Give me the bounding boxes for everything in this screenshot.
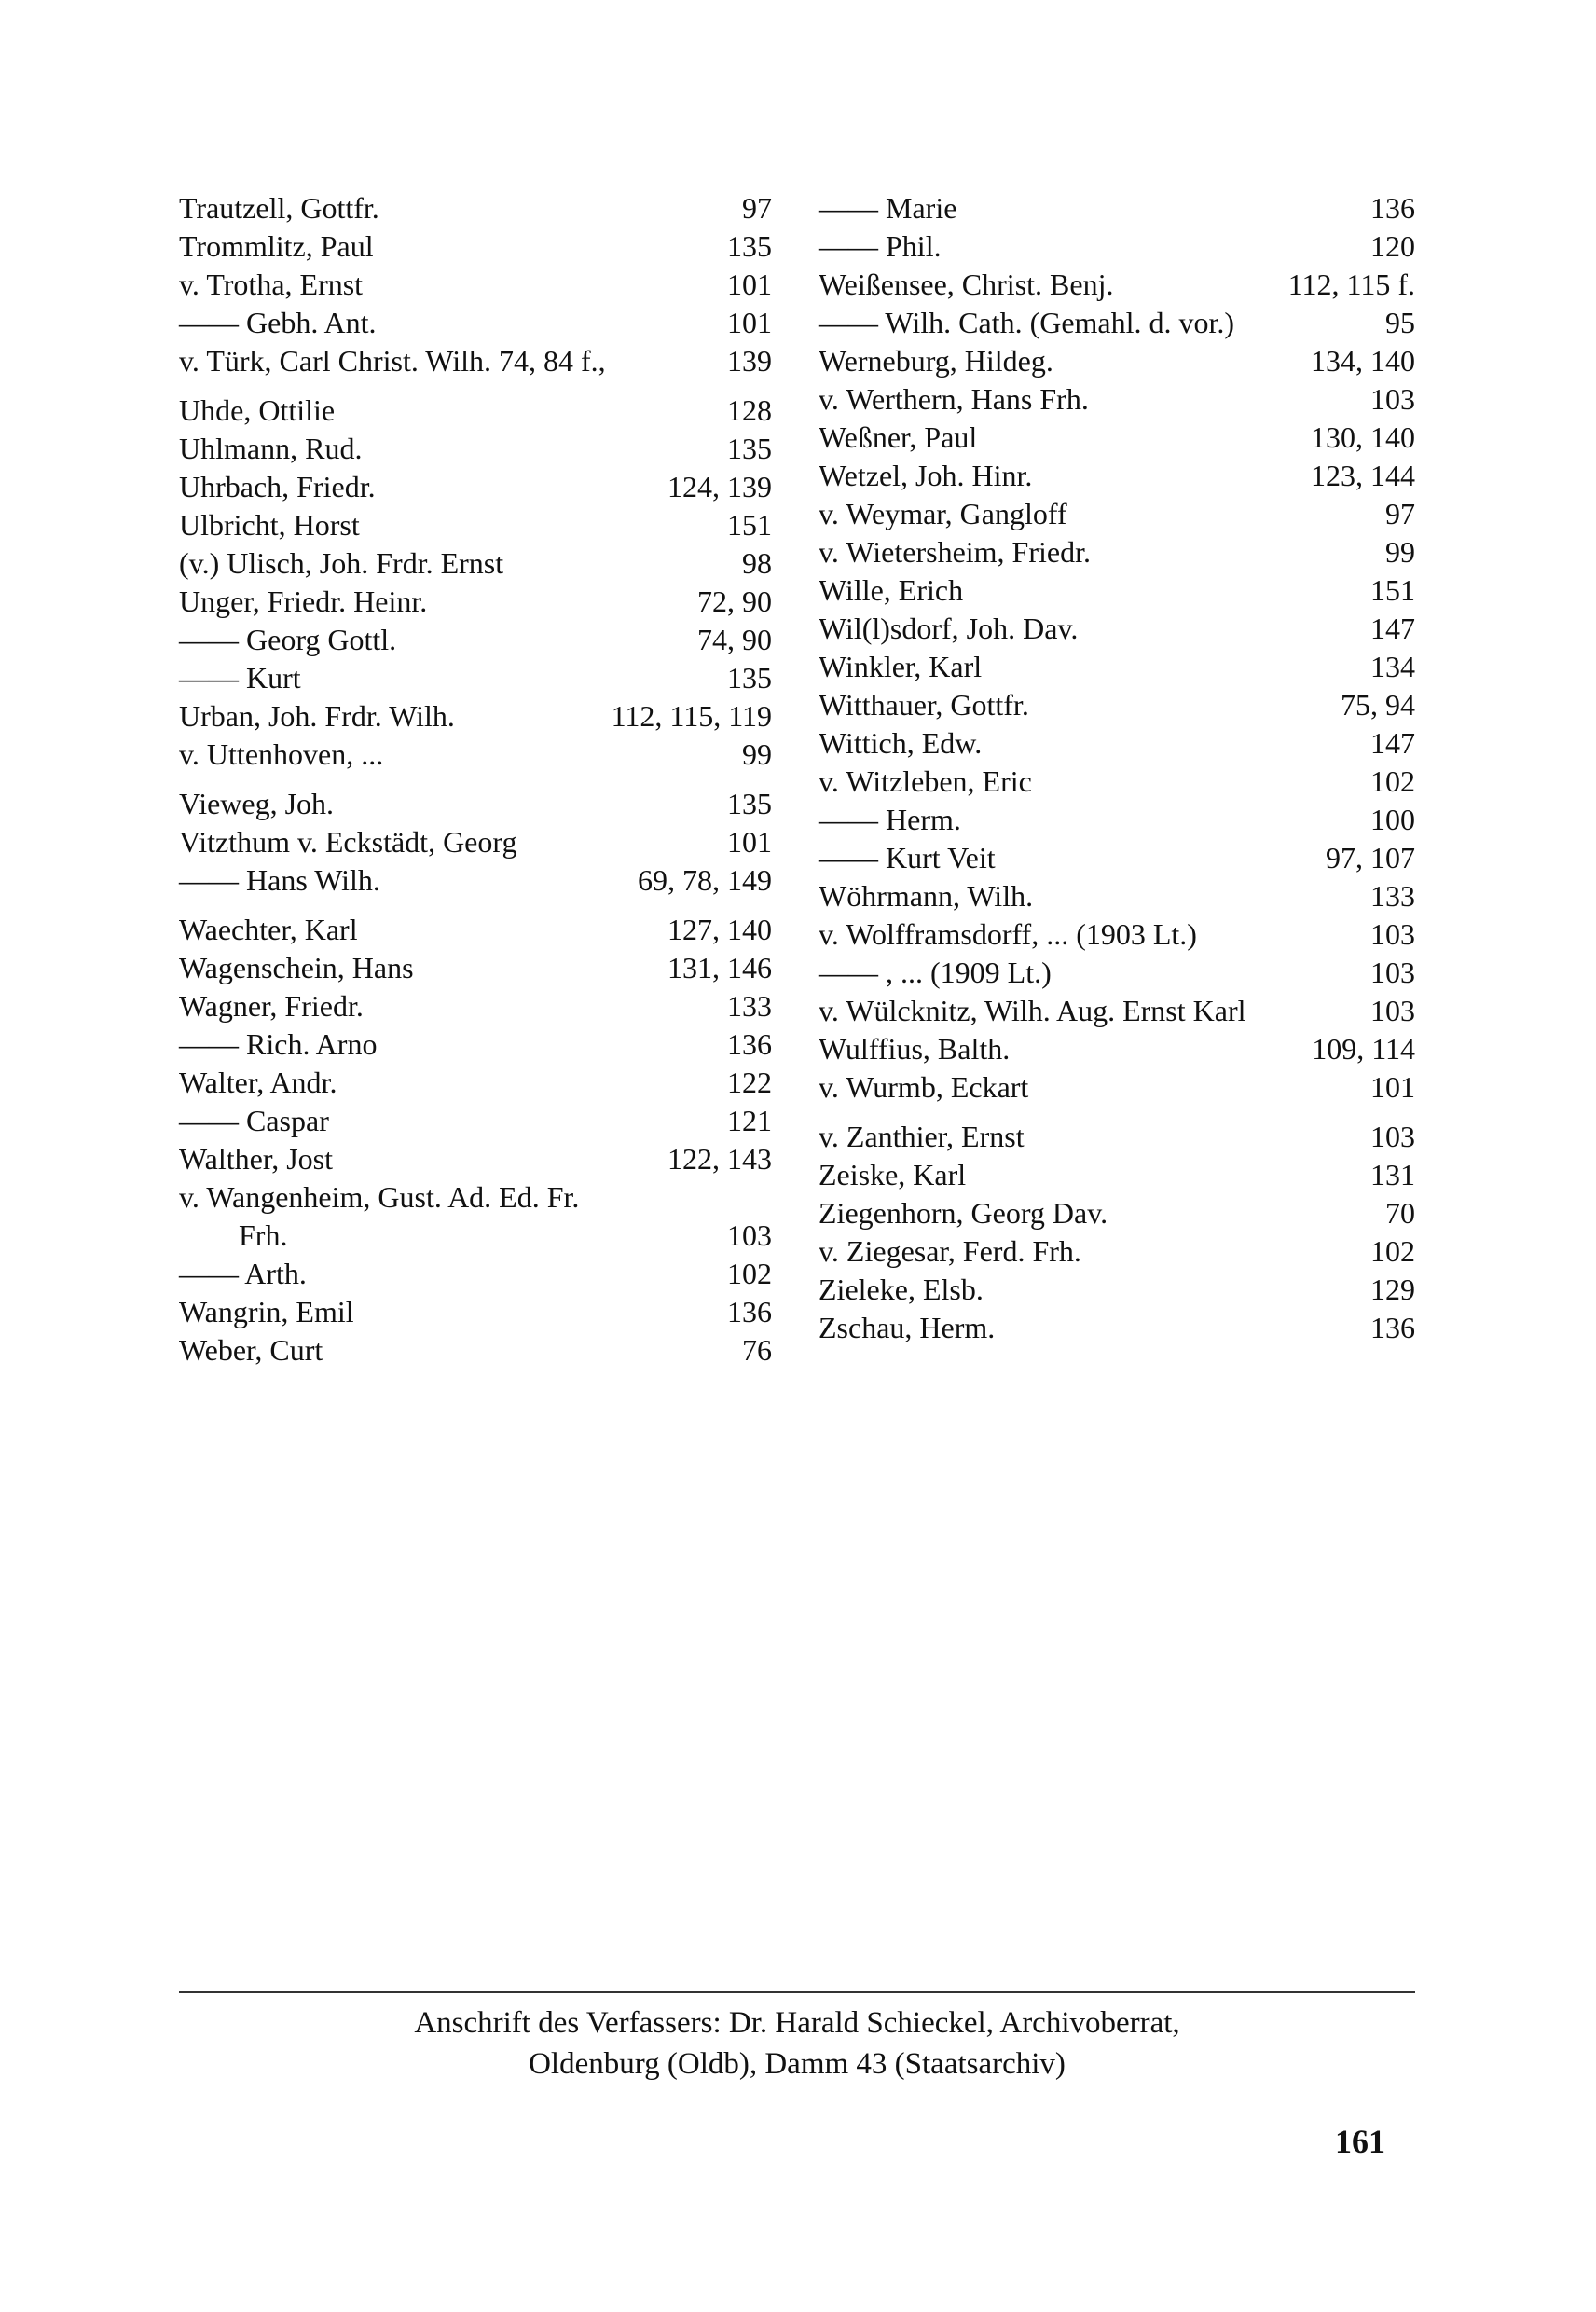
index-entry: [819, 495, 1415, 533]
address-line-1: Anschrift des Verfassers: Dr. Harald Schieckel, Archivoberrat,: [414, 2006, 1180, 2040]
entry-pages: 124, 139: [667, 470, 772, 503]
index-entry: [179, 227, 772, 266]
index-entry: [179, 1025, 772, 1064]
index-entry: [819, 763, 1415, 801]
entry-pages: 99: [742, 737, 772, 771]
index-entry: [179, 1140, 772, 1178]
index-entry: [819, 1271, 1415, 1309]
index-entry: [819, 801, 1415, 839]
entry-pages: 134: [1370, 650, 1415, 683]
entry-pages: 103: [1370, 994, 1415, 1027]
entry-pages: 135: [727, 229, 772, 263]
index-entry: [819, 1194, 1415, 1232]
entry-name: Winkler, Karl: [819, 650, 983, 683]
index-entry: [819, 915, 1415, 954]
entry-name: —— Rich. Arno: [179, 1027, 378, 1061]
entry-name: —— Marie: [819, 191, 957, 225]
index-entry: [179, 583, 772, 621]
entry-name: —— Caspar: [179, 1104, 329, 1137]
entry-name: Wil(l)sdorf, Joh. Dav.: [819, 612, 1079, 645]
address-line-2: Oldenburg (Oldb), Damm 43 (Staatsarchiv): [529, 2047, 1066, 2081]
entry-name: —— Georg Gottl.: [179, 623, 397, 656]
entry-name: Werneburg, Hildeg.: [819, 344, 1053, 378]
entry-name: v. Wolfframsdorff, ... (1903 Lt.): [819, 917, 1197, 951]
index-entry: [819, 1030, 1415, 1068]
entry-name: v. Türk, Carl Christ. Wilh. 74, 84 f.,: [179, 344, 606, 378]
entry-name: Trautzell, Gottfr.: [179, 191, 379, 225]
entry-name: Wagner, Friedr.: [179, 989, 364, 1023]
entry-pages: 123, 144: [1311, 459, 1415, 492]
entry-name: (v.) Ulisch, Joh. Frdr. Ernst: [179, 546, 504, 580]
entry-pages: 102: [1370, 1234, 1415, 1268]
section-gap: [179, 774, 772, 785]
entry-name: Unger, Friedr. Heinr.: [179, 585, 428, 618]
index-entry: [179, 736, 772, 774]
index-column-left: [179, 189, 772, 1369]
entry-pages: 122, 143: [667, 1142, 772, 1176]
entry-name: Wittich, Edw.: [819, 726, 983, 760]
index-entry: [179, 1064, 772, 1102]
entry-pages: 129: [1370, 1273, 1415, 1306]
entry-name: —— Arth.: [179, 1257, 307, 1290]
entry-pages: 133: [1370, 879, 1415, 913]
entry-pages: 127, 140: [667, 913, 772, 946]
entry-pages: 131, 146: [667, 951, 772, 984]
index-entry: [819, 342, 1415, 380]
entry-name: v. Wülcknitz, Wilh. Aug. Ernst Karl: [819, 994, 1246, 1027]
index-entry: [819, 1232, 1415, 1271]
entry-name: Weißensee, Christ. Benj.: [819, 268, 1114, 301]
index-entry: [179, 304, 772, 342]
index-entry: [819, 954, 1415, 992]
entry-pages: 101: [727, 268, 772, 301]
entry-pages: 136: [1370, 1311, 1415, 1344]
entry-pages: 112, 115 f.: [1287, 268, 1415, 301]
entry-pages: 98: [742, 546, 772, 580]
entry-name: Vitzthum v. Eckstädt, Georg: [179, 825, 517, 859]
entry-pages: 95: [1385, 306, 1415, 339]
entry-pages: 136: [1370, 191, 1415, 225]
entry-pages: 102: [727, 1257, 772, 1290]
entry-pages: 147: [1370, 726, 1415, 760]
entry-pages: 135: [727, 432, 772, 465]
entry-pages: 151: [727, 508, 772, 542]
entry-pages: 112, 115, 119: [611, 699, 772, 733]
entry-name: Ulbricht, Horst: [179, 508, 360, 542]
entry-name: —— Herm.: [819, 803, 961, 836]
index-entry: [179, 621, 772, 659]
index-entry: [819, 1068, 1415, 1107]
entry-pages: 101: [727, 825, 772, 859]
entry-pages: 102: [1370, 764, 1415, 798]
index-entry: [819, 304, 1415, 342]
entry-name: Wangrin, Emil: [179, 1295, 354, 1328]
index-entry: [179, 506, 772, 544]
entry-pages: 101: [1370, 1070, 1415, 1104]
author-address: [179, 2002, 1415, 2085]
index-entry: [819, 1309, 1415, 1347]
entry-pages: 109, 114: [1312, 1032, 1415, 1066]
entry-name: Wetzel, Joh. Hinr.: [819, 459, 1033, 492]
index-entry: [179, 544, 772, 583]
index-entry: [819, 877, 1415, 915]
entry-name: —— Hans Wilh.: [179, 863, 380, 897]
entry-name: Waechter, Karl: [179, 913, 358, 946]
entry-name: Vieweg, Joh.: [179, 787, 335, 820]
index-entry: [179, 987, 772, 1025]
index-entry: [819, 419, 1415, 457]
entry-name: Uhlmann, Rud.: [179, 432, 363, 465]
entry-name: Ziegenhorn, Georg Dav.: [819, 1196, 1108, 1230]
entry-pages: 100: [1370, 803, 1415, 836]
index-entry: [179, 861, 772, 900]
index-entry: [179, 1255, 772, 1293]
entry-name: v. Wietersheim, Friedr.: [819, 535, 1091, 569]
entry-pages: 76: [742, 1333, 772, 1367]
index-entry: [179, 1217, 772, 1255]
index-entry: [179, 1293, 772, 1331]
entry-name: Trommlitz, Paul: [179, 229, 374, 263]
entry-pages: 69, 78, 149: [638, 863, 772, 897]
index-entry: [819, 571, 1415, 610]
entry-name: v. Werthern, Hans Frh.: [819, 382, 1089, 416]
entry-name: Weßner, Paul: [819, 420, 978, 454]
entry-name: Weber, Curt: [179, 1333, 323, 1367]
entry-pages: 72, 90: [697, 585, 772, 618]
section-gap: [179, 900, 772, 911]
entry-name: v. Uttenhoven, ...: [179, 737, 384, 771]
entry-name: v. Zanthier, Ernst: [819, 1120, 1025, 1153]
entry-pages: 136: [727, 1295, 772, 1328]
entry-name: v. Wangenheim, Gust. Ad. Ed. Fr.: [179, 1180, 580, 1214]
section-gap: [819, 1107, 1415, 1118]
index-entry: [179, 949, 772, 987]
entry-pages: 75, 94: [1341, 688, 1415, 722]
footnote-divider: [179, 1991, 1415, 1993]
entry-name: —— Wilh. Cath. (Gemahl. d. vor.): [819, 306, 1235, 339]
entry-name: v. Weymar, Gangloff: [819, 497, 1067, 530]
entry-name: v. Wurmb, Eckart: [819, 1070, 1029, 1104]
index-entry: [819, 724, 1415, 763]
entry-name: —— Kurt Veit: [819, 841, 996, 874]
entry-pages: 147: [1370, 612, 1415, 645]
entry-name: v. Witzleben, Eric: [819, 764, 1032, 798]
index-entry: [819, 1156, 1415, 1194]
entry-pages: 97: [1385, 497, 1415, 530]
entry-name: Walter, Andr.: [179, 1066, 337, 1099]
entry-name: Urban, Joh. Frdr. Wilh.: [179, 699, 455, 733]
entry-pages: 135: [727, 661, 772, 695]
entry-name: —— , ... (1909 Lt.): [819, 956, 1052, 989]
entry-pages: 103: [1370, 956, 1415, 989]
index-entry: [819, 610, 1415, 648]
index-entry: [179, 1331, 772, 1369]
index-entry: [819, 380, 1415, 419]
entry-pages: 97, 107: [1326, 841, 1415, 874]
entry-name: Zieleke, Elsb.: [819, 1273, 984, 1306]
entry-name: Wille, Erich: [819, 573, 964, 607]
entry-pages: 133: [727, 989, 772, 1023]
entry-name: v. Ziegesar, Ferd. Frh.: [819, 1234, 1081, 1268]
entry-pages: 101: [727, 306, 772, 339]
index-entry: [179, 1178, 772, 1217]
index-entry: [819, 992, 1415, 1030]
index-entry: [819, 189, 1415, 227]
index-entry: [819, 686, 1415, 724]
entry-pages: 151: [1370, 573, 1415, 607]
index-entry: [819, 266, 1415, 304]
entry-pages: 121: [727, 1104, 772, 1137]
entry-name: Wulffius, Balth.: [819, 1032, 1011, 1066]
index-entry: [179, 189, 772, 227]
entry-name: Wöhrmann, Wilh.: [819, 879, 1034, 913]
index-entry: [819, 227, 1415, 266]
entry-pages: 103: [1370, 917, 1415, 951]
entry-pages: 99: [1385, 535, 1415, 569]
index-entry: [179, 1102, 772, 1140]
entry-pages: 103: [727, 1218, 772, 1252]
entry-pages: 122: [727, 1066, 772, 1099]
entry-name: Zschau, Herm.: [819, 1311, 996, 1344]
index-entry: [179, 911, 772, 949]
index-column-right: [819, 189, 1415, 1347]
entry-name: —— Gebh. Ant.: [179, 306, 377, 339]
index-entry: [819, 839, 1415, 877]
entry-name: Zeiske, Karl: [819, 1158, 967, 1191]
entry-pages: 130, 140: [1311, 420, 1415, 454]
entry-pages: 70: [1385, 1196, 1415, 1230]
index-entry: [819, 648, 1415, 686]
entry-pages: 134, 140: [1311, 344, 1415, 378]
entry-pages: 136: [727, 1027, 772, 1061]
index-entry: [179, 468, 772, 506]
entry-pages: 139: [727, 344, 772, 378]
entry-pages: 74, 90: [697, 623, 772, 656]
entry-name: Wagenschein, Hans: [179, 951, 414, 984]
entry-pages: 97: [742, 191, 772, 225]
entry-name: v. Trotha, Ernst: [179, 268, 364, 301]
entry-name: Uhrbach, Friedr.: [179, 470, 376, 503]
entry-pages: 103: [1370, 1120, 1415, 1153]
index-entry: [179, 697, 772, 736]
entry-pages: 103: [1370, 382, 1415, 416]
entry-name: —— Kurt: [179, 661, 301, 695]
index-entry: [819, 1118, 1415, 1156]
entry-name: Uhde, Ottilie: [179, 393, 336, 427]
entry-pages: 128: [727, 393, 772, 427]
index-entry: [179, 785, 772, 823]
page-number: 161: [1335, 2123, 1385, 2160]
entry-name: —— Phil.: [819, 229, 942, 263]
section-gap: [179, 380, 772, 392]
entry-name: Witthauer, Gottfr.: [819, 688, 1029, 722]
entry-name: Walther, Jost: [179, 1142, 333, 1176]
index-entry: [179, 430, 772, 468]
index-entry: [179, 266, 772, 304]
index-entry: [179, 392, 772, 430]
entry-name: Frh.: [179, 1218, 288, 1252]
index-entry: [179, 342, 772, 380]
entry-pages: 131: [1370, 1158, 1415, 1191]
index-entry: [819, 457, 1415, 495]
index-entry: [179, 823, 772, 861]
index-entry: [179, 659, 772, 697]
entry-pages: 120: [1370, 229, 1415, 263]
entry-pages: 135: [727, 787, 772, 820]
index-entry: [819, 533, 1415, 571]
